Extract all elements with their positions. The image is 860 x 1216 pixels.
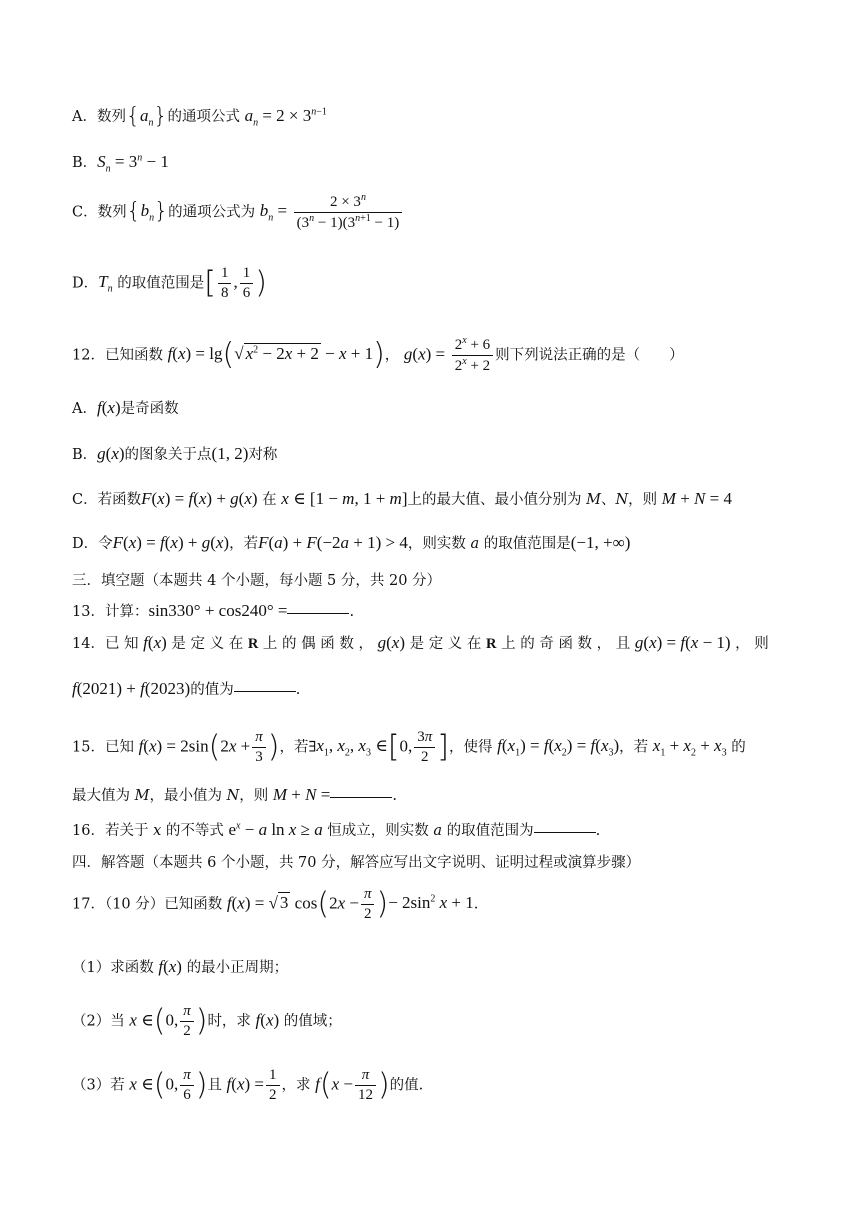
q12-option-b: B．g(x)的图象关于点(1, 2)对称 [72, 444, 278, 463]
q17-part2: （2）当 x ∈(0, $\frac{\pi}{2}$ )时，求 f(x) 的值域； [72, 1003, 342, 1039]
section-3-heading: 三．填空题（本题共 4 个小题，每小题 5 分，共 20 分） [72, 573, 442, 589]
q17-part3: （3）若 x ∈(0, $\frac{\pi}{6}$ )且 f(x) = $\frac{1}{2}$ ，求 f(x − $\frac{\pi}{12}$ )的值. [72, 1067, 424, 1103]
q17-stem: 17．（10 分）已知函数 f(x) = √ 3 cos(2x − $\frac{\pi}{2}$ )− $2\sin^2$ x + 1. [72, 886, 479, 922]
q12-option-a: A．f(x)是奇函数 [72, 398, 179, 417]
q11-option-a: A．数列$\{a_n\}$的通项公式 $a_n = 2 \times 3^{n-1}$ [72, 104, 327, 129]
q11-option-c: C．数列$\{b_n\}$的通项公式为 $b_n$ = $\frac{2 \times 3^n}{(3^n - 1)(3^{n+1} - 1)}$ [72, 192, 404, 233]
section-4-heading: 四．解答题（本题共 6 个小题，共 70 分，解答应写出文字说明、证明过程或演算步骤） [72, 855, 641, 871]
q12-option-c: C．若函数F(x) = f(x) + g(x) 在 x ∈ [1 − m, 1 + m]上的最大值、最小值分别为 M、N，则 M + N = 4 [72, 489, 732, 508]
q11-option-b: B．$S_n = 3^n - 1$ [72, 152, 169, 175]
q12-option-d: D．令F(x) = f(x) + g(x)，若F(a) + F(−2a + 1) > 4，则实数 a 的取值范围是(−1, +∞) [72, 533, 631, 552]
q16: 16．若关于 x 的不等式 $e^x - a$ ln x ≥ a 恒成立，则实数 a 的取值范围为 . [72, 820, 601, 839]
q14-line1: 14．已 知 f(x) 是 定 义 在 R 上 的 偶 函 数 ， g(x) 是 定 义 在 R 上 的 奇 函 数 ， 且 g(x) = f(x − 1) ， 则 [72, 633, 769, 652]
q17-part1: （1）求函数 f(x) 的最小正周期； [72, 957, 289, 976]
q15-line1: 15．已知 f(x) = 2sin(2x + $\frac{\pi}{3}$ )，若$\exists x_1$, $x_2$, $x_3$ ∈[0, $\frac{3\pi}{2}$ ]，使得 $f(x_1) = f(x_2) = f(x_3)$，若 $x_1 + x_2 + x_3$ 的 [72, 729, 746, 765]
q11-option-d: D．$T_n$ 的取值范围是[ $\frac{1}{8}$ , $\frac{1}{6}$ ) [72, 265, 267, 301]
q14-line2: f(2021) + f(2023)的值为 . [72, 679, 301, 698]
q13: 13．计算：sin330° + cos240° = . [72, 601, 355, 620]
q15-line2: 最大值为 M，最小值为 N，则 M + N = . [72, 785, 397, 804]
q12-stem: 12．已知函数 f(x) = lg(√ $x^2 - 2x + 2 - x + 1$)， g(x) = $\frac{2^x + 6}{2^x + 2}$ 则下列说法正确的是（ ） [72, 335, 684, 374]
